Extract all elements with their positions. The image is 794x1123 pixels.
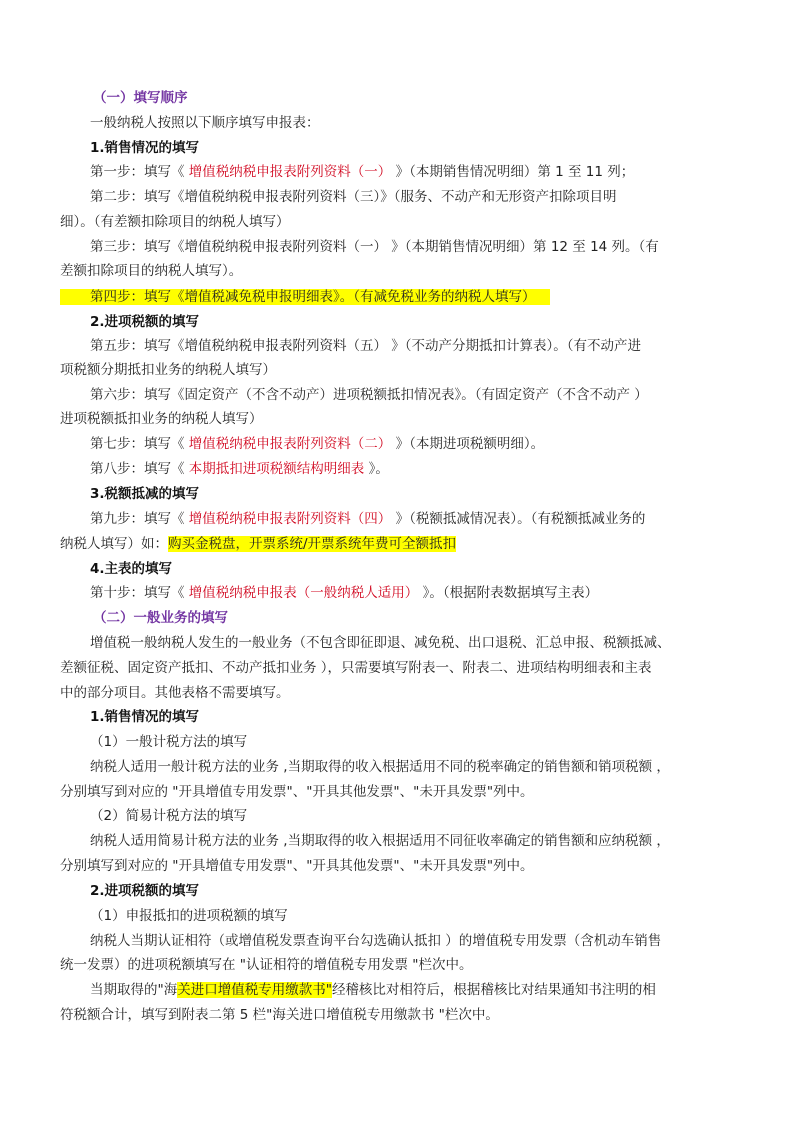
red-form-name: 增值税纳税申报表附列资料（一） [188, 164, 392, 180]
subheading-general-method: （1）一般计税方法的填写 [90, 734, 248, 750]
red-form-name: 增值税纳税申报表（一般纳税人适用） [188, 585, 419, 601]
paragraph-1-line-1: 增值税一般纳税人发生的一般业务（不包含即征即退、减免税、出口退税、汇总申报、税额抵减、 [90, 635, 671, 651]
paragraph-1-line-2: 差额征税、固定资产抵扣、不动产抵扣业务 ），只需要填写附表一、附表二、进项结构明细表和主表 [60, 660, 652, 676]
step-2-line-1: 第二步：填写《增值税纳税申报表附列资料（三）》（服务、不动产和无形资产扣除项目明 [90, 189, 617, 205]
heading-tax-deduction: 3.税额抵减的填写 [90, 486, 200, 502]
highlighted-customs: 关进口增值税专用缴款书" [177, 982, 332, 998]
declared-input-line-2: 统一发票）的进项税额填写在 "认证相符的增值税专用发票 "栏次中。 [60, 957, 473, 973]
step-7: 第七步：填写《 增值税纳税申报表附列资料（二） 》（本期进项税额明细）。 [90, 436, 545, 452]
customs-paragraph-line-1: 当期取得的"海关进口增值税专用缴款书"经稽核比对相符后，根据稽核比对结果通知书注明的相 [90, 982, 656, 998]
customs-paragraph-line-2: 符税额合计，填写到附表二第 5 栏"海关进口增值税专用缴款书 "栏次中。 [60, 1007, 499, 1023]
red-form-name: 增值税纳税申报表附列资料（四） [188, 511, 392, 527]
intro-text: 一般纳税人按照以下顺序填写申报表： [90, 115, 320, 131]
heading-input-tax: 2.进项税额的填写 [90, 314, 200, 330]
step-9-line-2: 纳税人填写）如：购买金税盘，开票系统/开票系统年费可全额抵扣 [60, 536, 457, 552]
step-9-line-1: 第九步：填写《 增值税纳税申报表附列资料（四） 》（税额抵减情况表）。（有税额抵减业务的 [90, 511, 646, 527]
highlighted-note: 购买金税盘，开票系统/开票系统年费可全额抵扣 [168, 536, 457, 552]
step-3-line-2: 差额扣除项目的纳税人填写）。 [60, 263, 243, 279]
heading-input-tax-2: 2.进项税额的填写 [90, 883, 200, 899]
step-5-line-2: 项税额分期抵扣业务的纳税人填写） [60, 362, 276, 378]
step-8: 第八步：填写《 本期抵扣进项税额结构明细表 》。 [90, 461, 389, 477]
step-10: 第十步：填写《 增值税纳税申报表（一般纳税人适用） 》。（根据附表数据填写主表） [90, 585, 599, 601]
simple-method-line-1: 纳税人适用简易计税方法的业务 ,当期取得的收入根据适用不同征收率确定的销售额和应纳税额 ， [90, 833, 670, 849]
red-form-name: 本期抵扣进项税额结构明细表 [188, 461, 365, 477]
section-title-fill-order: （一）填写顺序 [93, 90, 188, 106]
step-1: 第一步：填写《 增值税纳税申报表附列资料（一） 》（本期销售情况明细）第 1 至 11 列； [90, 164, 635, 180]
subheading-simple-method: （2）简易计税方法的填写 [90, 808, 248, 824]
simple-method-line-2: 分别填写到对应的 "开具增值专用发票"、"开具其他发票"、"未开具发票"列中。 [60, 858, 534, 874]
step-6-line-2: 进项税额抵扣业务的纳税人填写） [60, 411, 263, 427]
step-4-highlighted: 第四步：填写《增值税减免税申报明细表》。（有减免税业务的纳税人填写） [60, 287, 550, 307]
heading-sales-2: 1.销售情况的填写 [90, 709, 200, 725]
declared-input-line-1: 纳税人当期认证相符（或增值税发票查询平台勾选确认抵扣 ）的增值税专用发票（含机动车销售 [90, 933, 662, 949]
step-3-line-1: 第三步：填写《增值税纳税申报表附列资料（一） 》（本期销售情况明细）第 12 至 14 列。（有 [90, 239, 659, 255]
subheading-declared-input: （1）申报抵扣的进项税额的填写 [90, 908, 288, 924]
step-5-line-1: 第五步：填写《增值税纳税申报表附列资料（五） 》（不动产分期抵扣计算表）。（有不动产进 [90, 338, 642, 354]
section-title-general-business: （二）一般业务的填写 [93, 610, 228, 626]
step-2-line-2: 细）。（有差额扣除项目的纳税人填写） [60, 214, 290, 230]
general-method-line-2: 分别填写到对应的 "开具增值专用发票"、"开具其他发票"、"未开具发票"列中。 [60, 784, 534, 800]
heading-sales: 1.销售情况的填写 [90, 140, 200, 156]
heading-main-table: 4.主表的填写 [90, 561, 173, 577]
paragraph-1-line-3: 中的部分项目。其他表格不需要填写。 [60, 685, 290, 701]
step-6-line-1: 第六步：填写《固定资产（不含不动产）进项税额抵扣情况表》。（有固定资产（不含不动产 ） [90, 387, 648, 403]
red-form-name: 增值税纳税申报表附列资料（二） [188, 436, 392, 452]
general-method-line-1: 纳税人适用一般计税方法的业务 ,当期取得的收入根据适用不同的税率确定的销售额和销项税额 ， [90, 759, 670, 775]
